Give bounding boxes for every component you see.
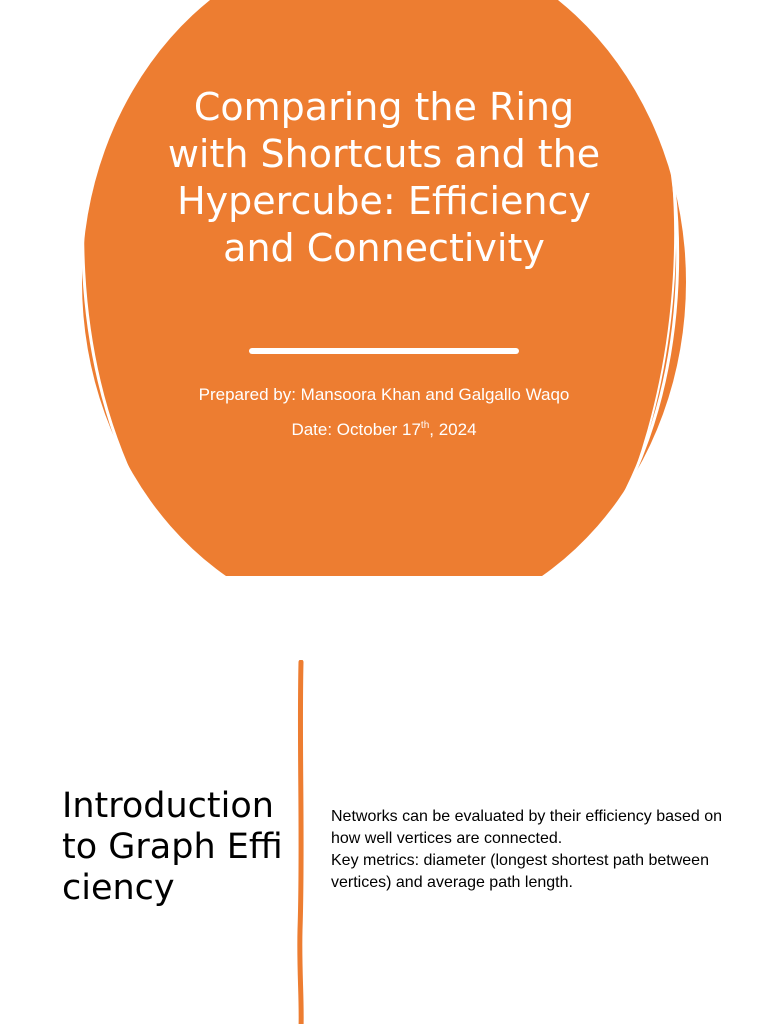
prepared-by-text: Prepared by: Mansoora Khan and Galgallo Waqo	[198, 385, 570, 404]
vertical-divider-stroke	[300, 662, 301, 1024]
slide-body	[331, 806, 723, 894]
date-ordinal-suffix: th	[420, 420, 430, 431]
date-year: , 2024	[429, 420, 477, 439]
body-paragraph-efficiency: Networks can be evaluated by their efficiency based on how well vertices are connected.	[331, 808, 723, 847]
presentation-title: Comparing the Ring with Shortcuts and the Hypercube: Efficiency and Connectivity	[167, 85, 601, 270]
date-prefix: Date: October 17	[291, 420, 421, 439]
title-divider	[249, 348, 519, 354]
intro-slide	[0, 576, 768, 1024]
vertical-divider-line	[294, 660, 308, 1024]
slide-heading: Introduction to Graph Efficiency	[62, 786, 283, 908]
date-text	[120, 419, 648, 441]
body-paragraph-metrics: Key metrics: diameter (longest shortest path between vertices) and average path length.	[331, 852, 709, 891]
